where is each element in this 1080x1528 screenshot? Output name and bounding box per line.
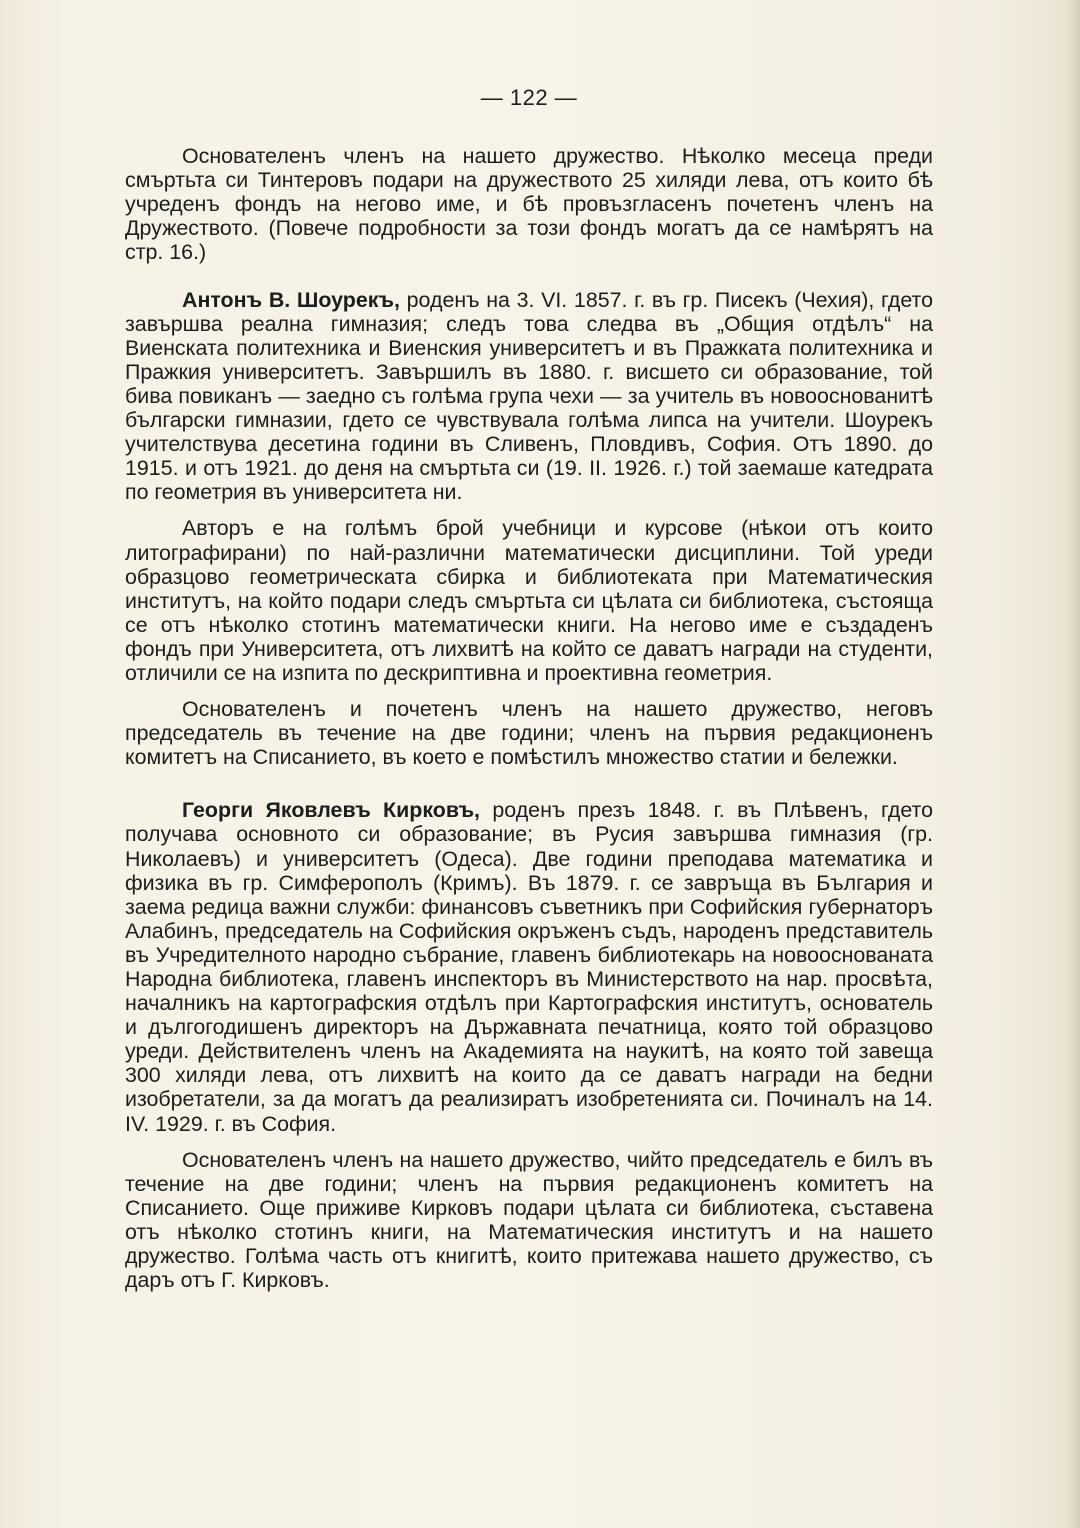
paragraph-text: Основателенъ членъ на нашето дружество. Нѣколко месеца преди смъртьта си Тинтеровъ подари на дружеството 25 хиляди лева, отъ които бѣ учреденъ фондъ на негово име, и бѣ провъзгласенъ почетенъ членъ на Дружеството. (Повече подробности за този фондъ могатъ да се намѣрятъ на стр. 16.) [125,144,933,265]
paragraph-text: Основателенъ и почетенъ членъ на нашето дружество, неговъ председатель въ течение на две години; членъ на първия редакционенъ комитетъ на Списанието, въ което е помѣстилъ множество статии и бележки. [125,697,933,770]
paragraph-kirkov-biography [125,798,933,1135]
page-number: — 122 — [480,85,578,110]
paragraph-text: роденъ на 3. VI. 1857. г. въ гр. Писекъ (Чехия), гдето завършва реална гимназия; следъ това следва въ „Общия отдѣлъ“ на Виенската политехника и Виенския университетъ и въ Пражката политехника и Пражкия университетъ. Завършилъ въ 1880. г. висшето си образование, той бива повиканъ — заедно съ голѣма група чехи — за учитель въ новооснованитѣ български гимназии, гдето се чувствувала голѣма липса на учители. Шоурекъ учителствува десетина години въ Сливенъ, Пловдивъ, София. Отъ 1890. до 1915. и отъ 1921. до деня на смъртьта си (19. II. 1926. г.) той заемаше катедрата по геометрия въ университета ни. [125,287,933,505]
paragraph-shourek-biography [125,288,933,505]
paragraph-text: роденъ презъ 1848. г. въ Плѣвенъ, гдето получава основното си образование; въ Русия завършва гимназия (гр. Николаевъ) и университетъ (Одеса). Две години преподава математика и физика въ гр. Симферополъ (Кримъ). Въ 1879. г. се завръща въ България и заема редица важни служби: финансовъ съветникъ при Софийския губернаторъ Алабинъ, председатель на Софийския окръженъ съдъ, народенъ представитель въ Учредителното народно събрание, главенъ библиотекарь на новооснованата Народна библиотека, главенъ инспекторъ въ Министерството на нар. просвѣта, началникъ на картографския отдѣлъ при Картографския институтъ, основатель и дългогодишенъ директоръ на Държавната печатница, която той образцово уреди. Действителенъ членъ на Академията на наукитѣ, на която той завеща 300 хиляди лева, отъ лихвитѣ на които да се даватъ награди на бедни изобретатели, за да могатъ да реализиратъ изобретенията си. Починалъ на 14. IV. 1929. г. въ София. [125,798,933,1136]
paragraph-kirkov-membership [125,1148,933,1293]
text-column [125,86,933,1292]
person-name-kirkov: Георги Яковлевъ Кирковъ, [182,798,480,823]
paragraph-text: Авторъ е на голѣмъ брой учебници и курсове (нѣкои отъ които литографирани) по най-различни математически дисциплини. Той уреди образцово геометрическата сбирка и библиотеката при Математическия институтъ, на който подари следъ смъртьта си цѣлата си библиотека, състояща се отъ нѣколко стотинъ математически книги. На негово име е създаденъ фондъ при Университета, отъ лихвитѣ на който се даватъ награди на студенти, отличили се на изпита по дескриптивна и проективна геометрия. [125,516,933,685]
paragraph-text: Основателенъ членъ на нашето дружество, чийто председатель е билъ въ течение на две години; членъ на първия редакционенъ комитетъ на Списанието. Още приживе Кирковъ подари цѣлата си библиотека, съставена отъ нѣколко стотинъ книги, на Математическия институтъ и на нашето дружество. Голѣма часть отъ книгитѣ, които притежава нашето дружество, съ даръ отъ Г. Кирковъ. [125,1147,933,1293]
paragraph-tinterov-membership [125,144,933,264]
person-name-shourek: Антонъ В. Шоурекъ, [182,287,400,312]
paragraph-shourek-membership [125,697,933,769]
paragraph-shourek-works [125,516,933,685]
page-edge-shadow [1066,0,1080,1528]
